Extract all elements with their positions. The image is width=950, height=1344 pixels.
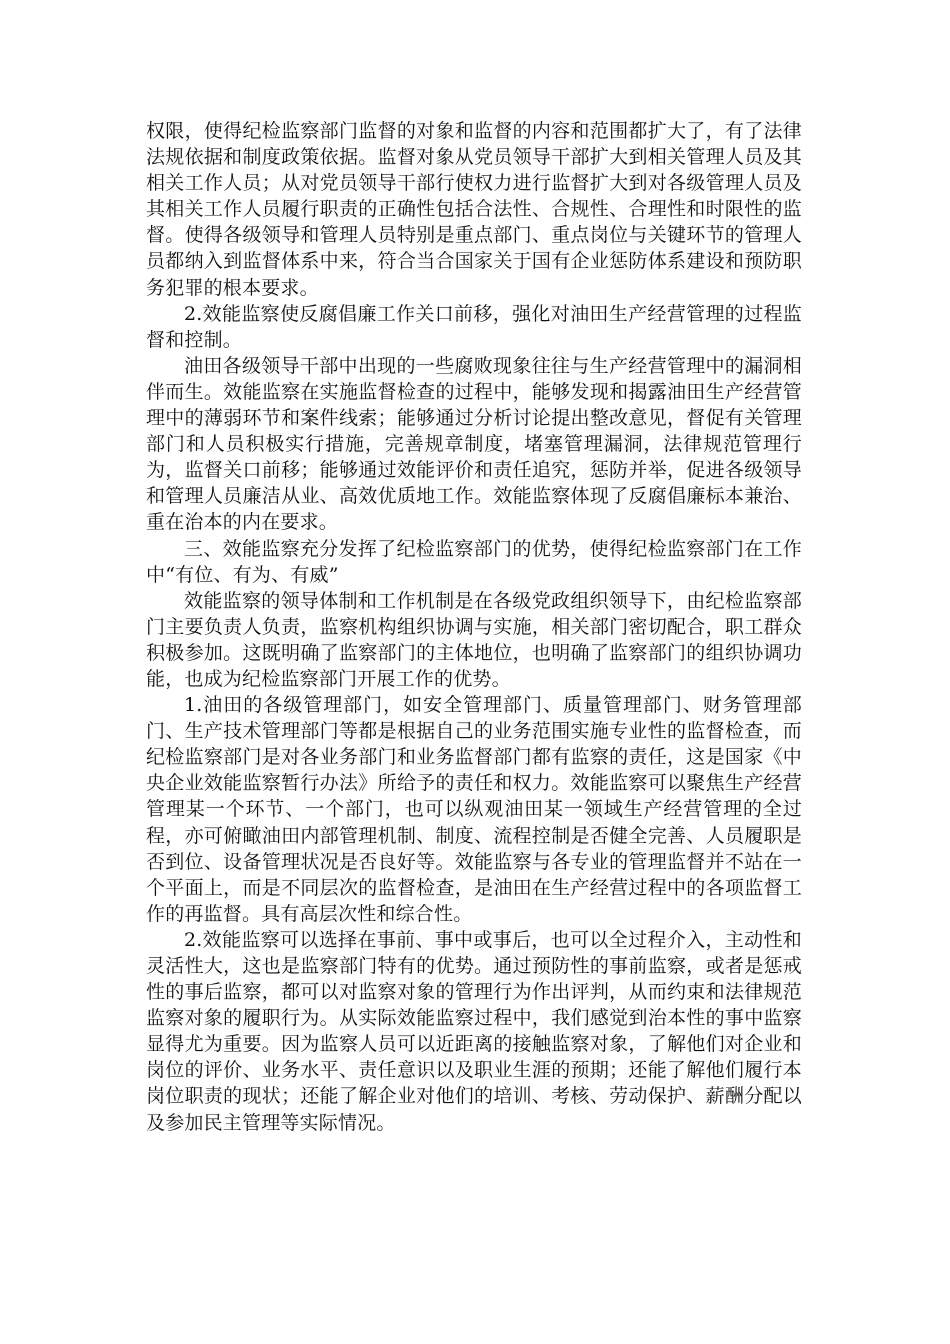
paragraph-2: 2.效能监察使反腐倡廉工作关口前移，强化对油田生产经营管理的过程监督和控制。 [146,302,802,351]
paragraph-5: 效能监察的领导体制和工作机制是在各级党政组织领导下，由纪检监察部门主要负责人负责，监察机构组织协调与实施，相关部门密切配合，职工群众积极参加。这既明确了监察部门的主体地位，也明确了监察部门的组织协调功能，也成为纪检监察部门开展工作的优势。 [146,589,802,690]
paragraph-7: 2.效能监察可以选择在事前、事中或事后，也可以全过程介入，主动性和灵活性大，这也是监察部门特有的优势。通过预防性的事前监察，或者是惩戒性的事后监察，都可以对监察对象的管理行为作出评判，从而约束和法律规范监察对象的履职行为。从实际效能监察过程中，我们感觉到治本性的事中监察显得尤为重要。因为监察人员可以近距离的接触监察对象，了解他们对企业和岗位的评价、业务水平、责任意识以及职业生涯的预期；还能了解他们履行本岗位职责的现状；还能了解企业对他们的培训、考核、劳动保护、薪酬分配以及参加民主管理等实际情况。 [146,928,802,1134]
section-heading-3: 三、效能监察充分发挥了纪检监察部门的优势，使得纪检监察部门在工作中“有位、有为、有威” [146,537,802,586]
document-page [146,118,802,1136]
paragraph-6: 1.油田的各级管理部门，如安全管理部门、质量管理部门、财务管理部门、生产技术管理部门等都是根据自己的业务范围实施专业性的监督检查，而纪检监察部门是对各业务部门和业务监督部门都有监察的责任，这是国家《中央企业效能监察暂行办法》所给予的责任和权力。效能监察可以聚焦生产经营管理某一个环节、一个部门，也可以纵观油田某一领域生产经营管理的全过程，亦可俯瞰油田内部管理机制、制度、流程控制是否健全完善、人员履职是否到位、设备管理状况是否良好等。效能监察与各专业的管理监督并不站在一个平面上，而是不同层次的监督检查，是油田在生产经营过程中的各项监督工作的再监督。具有高层次性和综合性。 [146,694,802,925]
paragraph-1: 权限，使得纪检监察部门监督的对象和监督的内容和范围都扩大了，有了法律法规依据和制度政策依据。监督对象从党员领导干部扩大到相关管理人员及其相关工作人员；从对党员领导干部行使权力进行监督扩大到对各级管理人员及其相关工作人员履行职责的正确性包括合法性、合规性、合理性和时限性的监督。使得各级领导和管理人员特别是重点部门、重点岗位与关键环节的管理人员都纳入到监督体系中来，符合当合国家关于国有企业惩防体系建设和预防职务犯罪的根本要求。 [146,120,802,299]
paragraph-3: 油田各级领导干部中出现的一些腐败现象往往与生产经营管理中的漏洞相伴而生。效能监察在实施监督检查的过程中，能够发现和揭露油田生产经营管理中的薄弱环节和案件线索；能够通过分析讨论提出整改意见，督促有关管理部门和人员积极实行措施，完善规章制度，堵塞管理漏洞，法律规范管理行为，监督关口前移；能够通过效能评价和责任追究，惩防并举，促进各级领导和管理人员廉洁从业、高效优质地工作。效能监察体现了反腐倡廉标本兼治、重在治本的内在要求。 [146,354,802,534]
